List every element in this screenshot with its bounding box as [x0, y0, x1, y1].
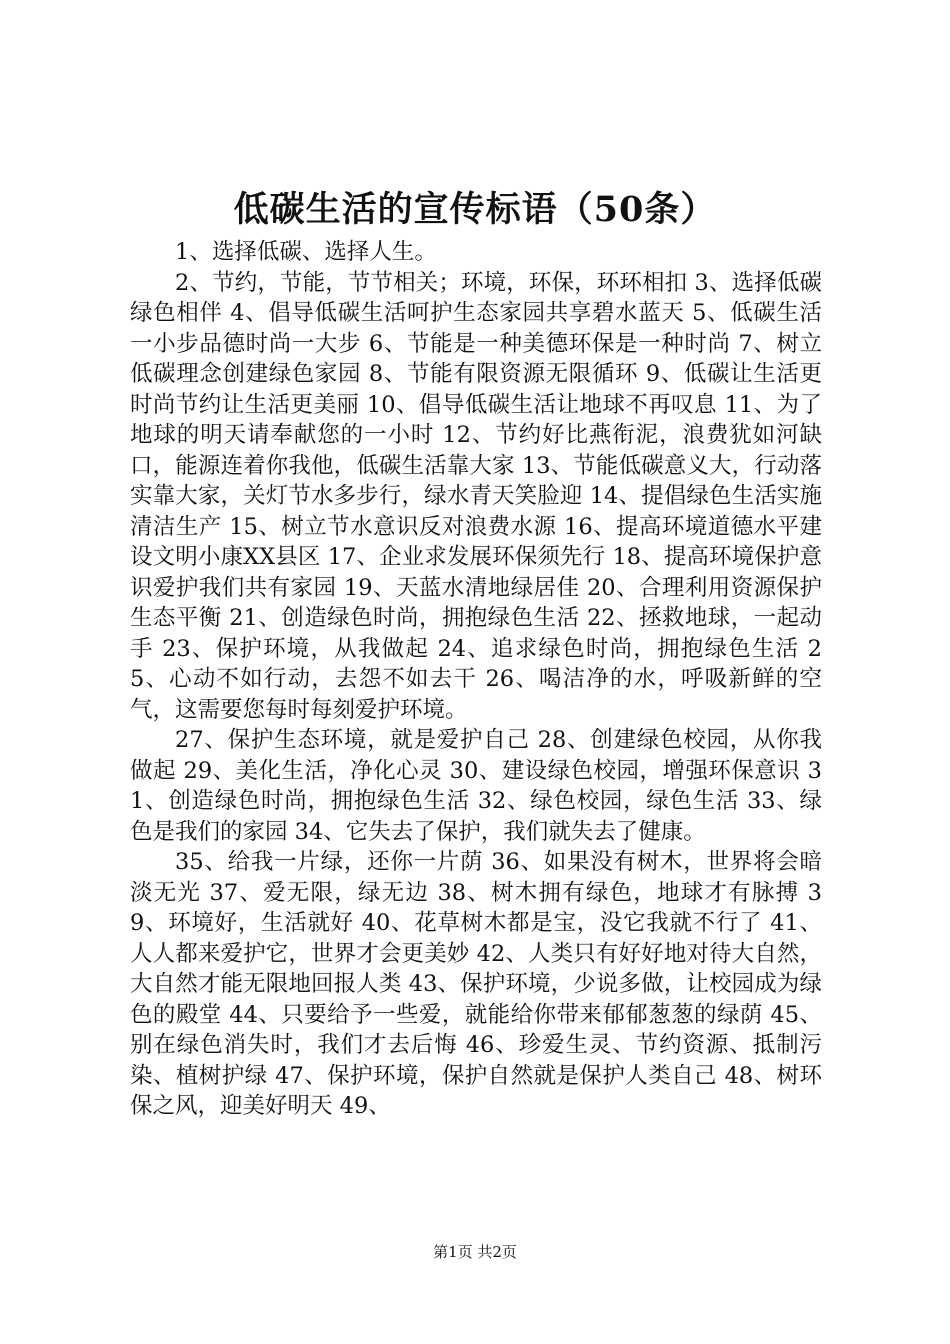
paragraph-3: 27、保护生态环境，就是爱护自己 28、创建绿色校园，从你我做起 29、美化生活，净化心灵 30、建设绿色校园，增强环保意识 31、创造绿色时尚，拥抱绿色生活 32、绿色校园，绿色生活 33、绿色是我们的家园 34、它失去了保护，我们就失去了健康。	[130, 727, 822, 845]
page-footer: 第1页 共2页	[433, 1243, 517, 1261]
paragraph-4: 35、给我一片绿，还你一片荫 36、如果没有树木，世界将会暗淡无光 37、爱无限，绿无边 38、树木拥有绿色，地球才有脉搏 39、环境好，生活就好 40、花草树木都是宝，没它我就不行了 41、人人都来爱护它，世界才会更美妙 42、人类只有好好地对待大自然，大自然才能无限地回报人类 43、保护环境，少说多做，让校园成为绿色的殿堂 44、只要给予一些爱，就能给你带来郁郁葱葱的绿荫 45、别在绿色消失时，我们才去后悔 46、珍爱生灵、节约资源、抵制污染、植树护绿 47、保护环境，保护自然就是保护人类自己 48、树环保之风，迎美好明天 49、	[130, 849, 822, 1119]
document-title: 低碳生活的宣传标语（50条）	[233, 189, 717, 230]
paragraph-1: 1、选择低碳、选择人生。	[175, 239, 437, 265]
document-body	[130, 237, 822, 1122]
paragraph-2: 2、节约，节能，节节相关；环境，环保，环环相扣 3、选择低碳绿色相伴 4、倡导低碳生活呵护生态家园共享碧水蓝天 5、低碳生活一小步品德时尚一大步 6、节能是一种美德环保是一种时尚 7、树立低碳理念创建绿色家园 8、节能有限资源无限循环 9、低碳让生活更时尚节约让生活更美丽 10、倡导低碳生活让地球不再叹息 11、为了地球的明天请奉献您的一小时 12、节约好比燕衔泥，浪费犹如河缺口，能源连着你我他，低碳生活靠大家 13、节能低碳意义大，行动落实靠大家，关灯节水多步行，绿水青天笑脸迎 14、提倡绿色生活实施清洁生产 15、树立节水意识反对浪费水源 16、提高环境道德水平建设文明小康XX县区 17、企业求发展环保须先行 18、提高环境保护意识爱护我们共有家园 19、天蓝水清地绿居佳 20、合理利用资源保护生态平衡 21、创造绿色时尚，拥抱绿色生活 22、拯救地球，一起动手 23、保护环境，从我做起 24、追求绿色时尚，拥抱绿色生活 25、心动不如行动，去怨不如去干 26、喝洁净的水，呼吸新鲜的空气，这需要您每时每刻爱护环境。	[130, 269, 822, 723]
